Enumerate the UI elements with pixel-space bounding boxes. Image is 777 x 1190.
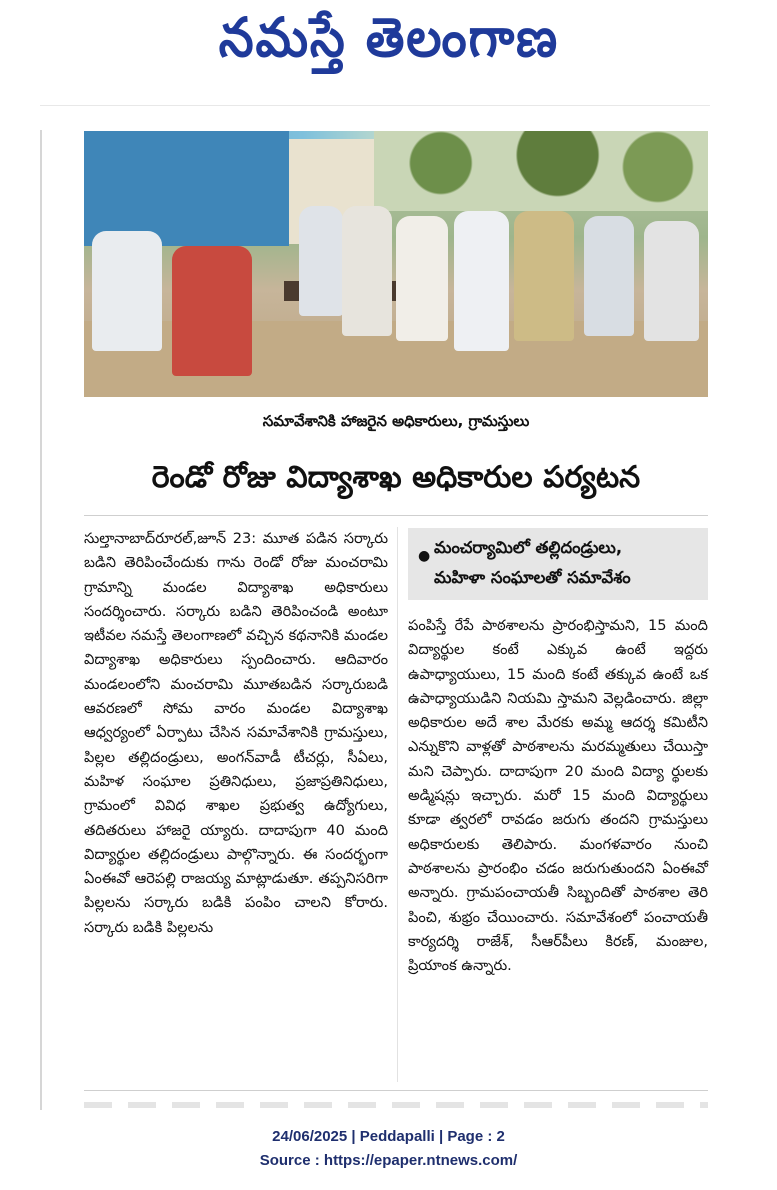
photo-trees	[374, 131, 708, 211]
next-article-fragment	[84, 1102, 708, 1108]
photo-person	[584, 216, 634, 336]
photo-person	[644, 221, 699, 341]
photo-person	[299, 206, 343, 316]
column-divider	[397, 527, 398, 1082]
headline-divider	[84, 515, 708, 516]
photo-person	[172, 246, 252, 376]
masthead-title: నమస్తే తెలంగాణ	[218, 6, 559, 69]
footer-source-link[interactable]: Source : https://epaper.ntnews.com/	[259, 1152, 518, 1169]
newspaper-masthead	[0, 0, 777, 80]
masthead-divider	[40, 105, 710, 106]
article-column-1	[84, 527, 388, 940]
bullet-icon: ●	[418, 548, 431, 564]
photo-person	[396, 216, 448, 341]
news-photo	[84, 131, 708, 397]
photo-caption: సమావేశానికి హాజరైన అధికారులు, గ్రామస్తులు	[262, 412, 530, 430]
photo-person	[514, 211, 574, 341]
photo-person	[92, 231, 162, 351]
article-bottom-divider	[84, 1090, 708, 1091]
article-column-2	[408, 614, 708, 978]
article-text: పంపిస్తే రేపే పాఠశాలను ప్రారంభిస్తామని, 15 మంది విద్యార్థుల కంటే ఎక్కువ ఉంటే ఇద్దరు ఉపాధ్యాయులు, 15 మంది కంటే తక్కువ ఉంటే ఒక ఉపాధ్యాయుడిని నియమి స్తామని వెల్లడించారు. జిల్లా అధికారుల అదే శాల మేరకు అమ్మ ఆదర్శ కమిటీని ఎన్నుకొని వాళ్లతో పాఠశాలను మరమ్మతులు చేయిస్తా మని చెప్పారు. దాదాపుగా 20 మంది విద్యా ర్థులకు అడ్మిషన్లు ఇచ్చారు. మరో 15 మంది విద్యార్థులు కూడా త్వరలో రావడం జరుగు తందని గ్రామస్తులు అధికారులకు తెలిపారు. మంగళవారం నుంచి పాఠశాలను ప్రారంభిం చడం జరుగుతుందని ఏంఈవో అన్నారు. గ్రామపంచాయతీ సిబ్బందితో పాఠశాల తెరి పించి, శుభ్రం చేయించారు. సమావేశంలో పంచాయతీ కార్యదర్శి రాజేశ్, సీఆర్‌పీలు కిరణ్, మంజుల, ప్రియాంక ఉన్నారు.	[408, 617, 708, 975]
photo-person	[342, 206, 392, 336]
article-subheading	[408, 528, 708, 600]
subheading-line-2: మహిళా సంఘాలతో సమావేశం	[434, 568, 631, 587]
clipping-left-border	[40, 130, 42, 1110]
article-headline: రెండో రోజు విద్యాశాఖ అధికారుల పర్యటన	[151, 460, 641, 495]
footer-edition-info: 24/06/2025 | Peddapalli | Page : 2	[272, 1128, 505, 1145]
subheading-line-1: మంచర్యామిలో తల్లిదండ్రులు,	[434, 538, 623, 557]
photo-school-wall	[84, 131, 289, 246]
photo-person	[454, 211, 509, 351]
article-text: సుల్తానాబాద్‌రూరల్,జూన్ 23: మూత పడిన సర్కారు బడిని తెరిపించేందుకు గాను రెండో రోజు మంచరామి గ్రామాన్ని మండల విద్యాశాఖ అధికారులు సందర్శించారు. సర్కారు బడిని తెరిపించండి అంటూ ఇటీవల నమస్తే తెలంగాణలో వచ్చిన కథనానికి మండల విద్యాశాఖ అధికారులు స్పందించారు. ఆదివారం మండలంలోని మంచరామి మూతబడిన సర్కారుబడి ఆవరణలో సోమ వారం మండల విద్యాశాఖ ఆధ్వర్యంలో ఏర్పాటు చేసిన సమావేశానికి గ్రామస్తులు, పిల్లల తల్లిదండ్రులు, అంగన్‌వాడీ టీచర్లు, సీఏలు, మహిళ సంఘాల ప్రతినిధులు, ప్రజాప్రతినిధులు, గ్రామంలో వివిధ శాఖల ప్రభుత్వ ఉద్యోగులు, తదితరులు హాజరై య్యారు. దాదాపుగా 40 మంది విద్యార్థుల తల్లిదండ్రులు పాల్గొన్నారు. ఈ సందర్భంగా ఏంఈవో ఆరెపల్లి రాజయ్య మాట్లాడుతూ. తప్పనిసరిగా పిల్లలను సర్కారు బడికి పంపిం చాలని కోరారు. సర్కారు బడికి పిల్లలను	[84, 530, 388, 936]
